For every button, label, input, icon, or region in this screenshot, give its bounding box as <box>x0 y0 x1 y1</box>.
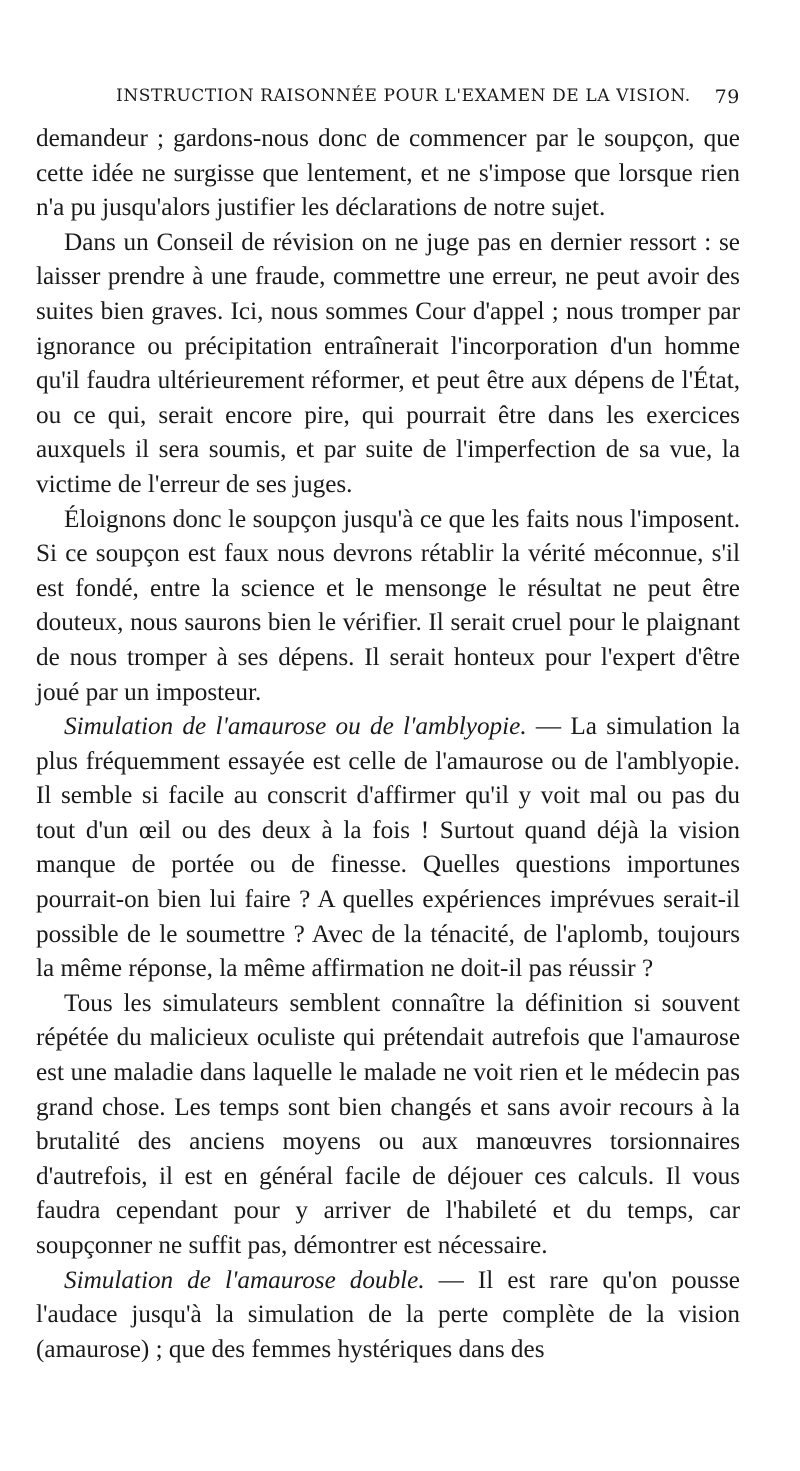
section-subhead: Simulation de l'amaurose double. <box>64 1266 425 1294</box>
paragraph-text: Dans un Conseil de révision on ne juge pas en dernier ressort : se laisser prendre à une fraude, commettre une erreur, ne peut avoir des suites bien graves. Ici, nous sommes Cour d'appel ; nous tromper par ignorance ou précipitation entraînerait l'incorporation d'un homme qu'il faudra ultérieurement réformer, et peut être aux dépens de l'État, ou ce qui, serait encore pire, qui pourrait être dans les exercices auxquels il sera soumis, et par suite de l'imperfection de sa vue, la victime de l'erreur de ses juges. <box>36 228 740 498</box>
body-text <box>36 122 740 1367</box>
paragraph-4 <box>36 710 740 987</box>
paragraph-text: demandeur ; gardons-nous donc de commencer par le soupçon, que cette idée ne surgisse que lentement, et ne s'impose que lorsque rien n'a pu jusqu'alors justifier les déclarations de notre sujet. <box>36 125 740 222</box>
paragraph-text: Tous les simulateurs semblent connaître la définition si souvent répétée du malicieux oculiste qui prétendait autrefois que l'amaurose est une maladie dans laquelle le malade ne voit rien et le médecin pas grand chose. Les temps sont bien changés et sans avoir recours à la brutalité des anciens moyens ou aux manœuvres torsionnaires d'autrefois, il est en général facile de déjouer ces calculs. Il vous faudra cependant pour y arriver de l'habileté et du temps, car soupçonner ne suffit pas, démontrer est nécessaire. <box>36 989 740 1259</box>
page-number: 79 <box>714 86 740 108</box>
paragraph-3 <box>36 503 740 711</box>
paragraph-text: — La simulation la plus fréquemment essayée est celle de l'amaurose ou de l'amblyopie. Il semble si facile au conscrit d'affirmer qu'il y voit mal ou pas du tout d'un œil ou des deux à la fois ! Surtout quand déjà la vision manque de portée ou de finesse. Quelles questions importunes pourrait-on bien lui faire ? A quelles expériences imprévues serait-il possible de le soumettre ? Avec de la ténacité, de l'aplomb, toujours la même réponse, la même affirmation ne doit-il pas réussir ? <box>36 713 740 983</box>
paragraph-text: — Il est rare qu'on pousse l'audace jusqu'à la simulation de la perte complète de la vision (amaurose) ; que des femmes hystériques dans des <box>36 1266 740 1363</box>
paragraph-5 <box>36 987 740 1264</box>
section-subhead: Simulation de l'amaurose ou de l'amblyopie. <box>64 713 527 741</box>
running-title: INSTRUCTION RAISONNÉE POUR L'EXAMEN DE LA VISION. <box>116 86 691 106</box>
running-header <box>36 86 740 122</box>
paragraph-text: Éloignons donc le soupçon jusqu'à ce que les faits nous l'imposent. Si ce soupçon est faux nous devrons rétablir la vérité méconnue, s'il est fondé, entre la science et le mensonge le résultat ne peut être douteux, nous saurons bien le vérifier. Il serait cruel pour le plaignant de nous tromper à ses dépens. Il serait honteux pour l'expert d'être joué par un imposteur. <box>36 505 740 706</box>
book-page <box>36 86 740 1367</box>
paragraph-6 <box>36 1264 740 1368</box>
paragraph-2 <box>36 226 740 503</box>
paragraph-1 <box>36 122 740 226</box>
